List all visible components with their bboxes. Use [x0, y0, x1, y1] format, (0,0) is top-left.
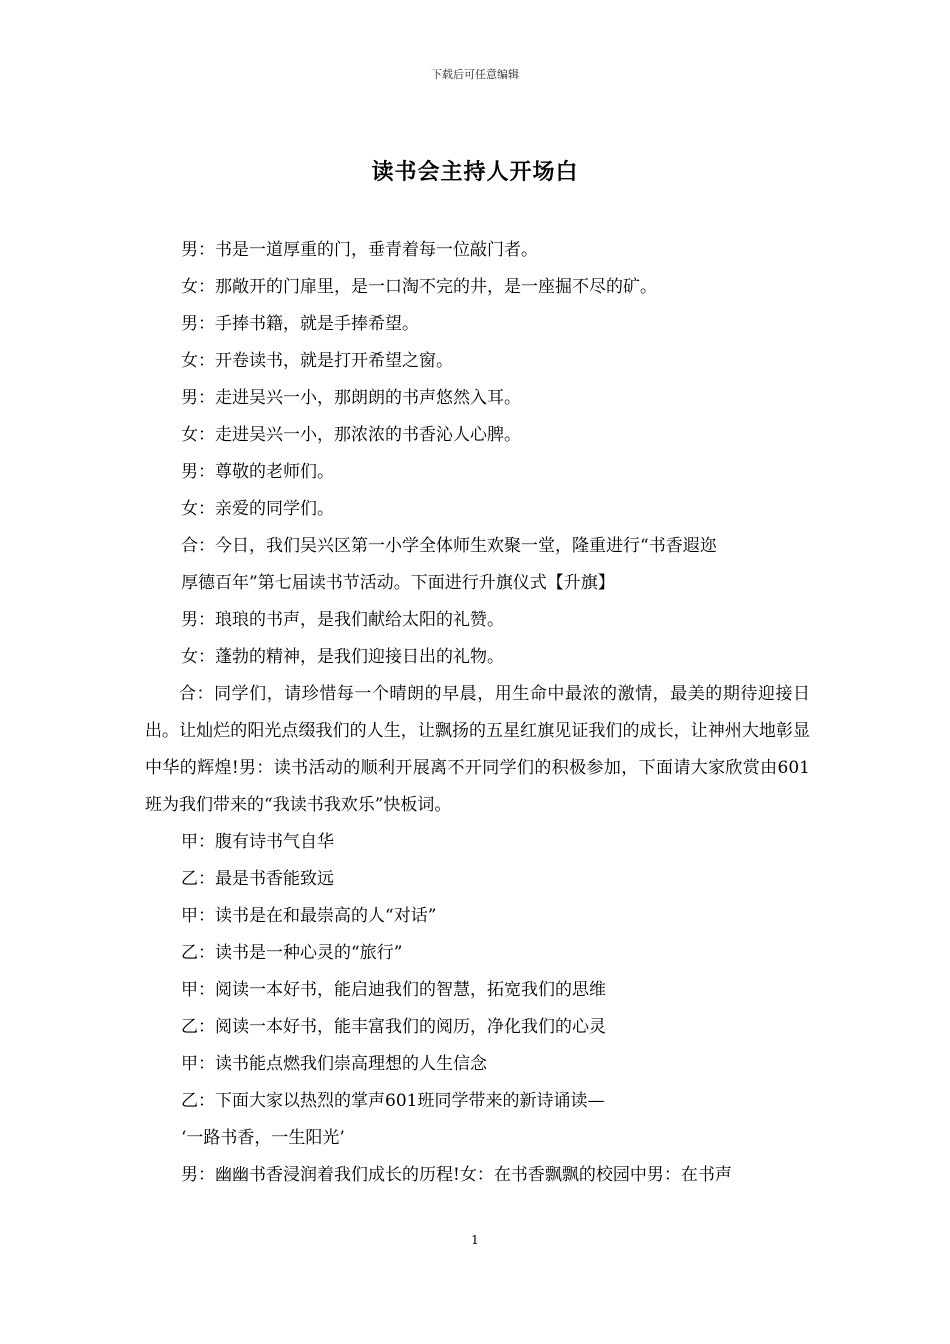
document-title: 读书会主持人开场白 — [371, 159, 579, 185]
dialogue-line: 男：书是一道厚重的门，垂青着每一位敲门者。 — [181, 240, 538, 260]
dialogue-line: 女：开卷读书，就是打开希望之窗。 — [181, 351, 453, 371]
dialogue-line: 甲：读书能点燃我们崇高理想的人生信念 — [181, 1054, 487, 1074]
dialogue-line: 合：今日，我们吴兴区第一小学全体师生欢聚一堂，隆重进行“书香遐迩 — [181, 536, 717, 556]
page-header: 下载后可任意编辑 — [431, 68, 519, 81]
dialogue-line: 男：走进吴兴一小，那朗朗的书声悠然入耳。 — [181, 388, 521, 408]
dialogue-paragraph: 合：同学们，请珍惜每一个晴朗的早晨，用生命中最浓的激情，最美的期待迎接日出。让灿烂的阳光点缀我们的人生，让飘扬的五星红旗见证我们的成长，让神州大地彰显中华的辉煌!男：读书活动的顺利开展离不开同学们的积极参加，下面请大家欣赏由601班为我们带来的“我读书我欢乐”快板词。 — [145, 684, 810, 815]
poem-title-line: ‘一路书香，一生阳光’ — [181, 1128, 345, 1148]
dialogue-line: 女：那敞开的门扉里，是一口淘不完的井，是一座掘不尽的矿。 — [181, 277, 657, 297]
dialogue-line: 甲：读书是在和最崇高的人“对话” — [181, 906, 437, 926]
dialogue-line: 男：琅琅的书声，是我们献给太阳的礼赞。 — [181, 610, 504, 630]
dialogue-line: 女：亲爱的同学们。 — [181, 499, 334, 519]
dialogue-line: 乙：阅读一本好书，能丰富我们的阅历，净化我们的心灵 — [181, 1017, 606, 1037]
dialogue-line: 乙：下面大家以热烈的掌声601班同学带来的新诗诵读— — [181, 1091, 605, 1111]
dialogue-line: 乙：最是书香能致远 — [181, 869, 334, 889]
dialogue-line: 男：幽幽书香浸润着我们成长的历程!女：在书香飘飘的校园中男：在书声 — [181, 1165, 732, 1185]
page-number: 1 — [471, 1233, 479, 1247]
dialogue-line: 甲：阅读一本好书，能启迪我们的智慧，拓宽我们的思维 — [181, 980, 606, 1000]
dialogue-line: 女：蓬勃的精神，是我们迎接日出的礼物。 — [181, 647, 504, 667]
dialogue-line: 甲：腹有诗书气自华 — [181, 832, 334, 852]
dialogue-line: 男：手捧书籍，就是手捧希望。 — [181, 314, 419, 334]
dialogue-line-continued: 厚德百年”第七届读书节活动。下面进行升旗仪式【升旗】 — [181, 573, 615, 593]
dialogue-line: 乙：读书是一种心灵的“旅行” — [181, 943, 403, 963]
document-body — [145, 232, 810, 1194]
dialogue-line: 女：走进吴兴一小，那浓浓的书香沁人心脾。 — [181, 425, 521, 445]
dialogue-line: 男：尊敬的老师们。 — [181, 462, 334, 482]
